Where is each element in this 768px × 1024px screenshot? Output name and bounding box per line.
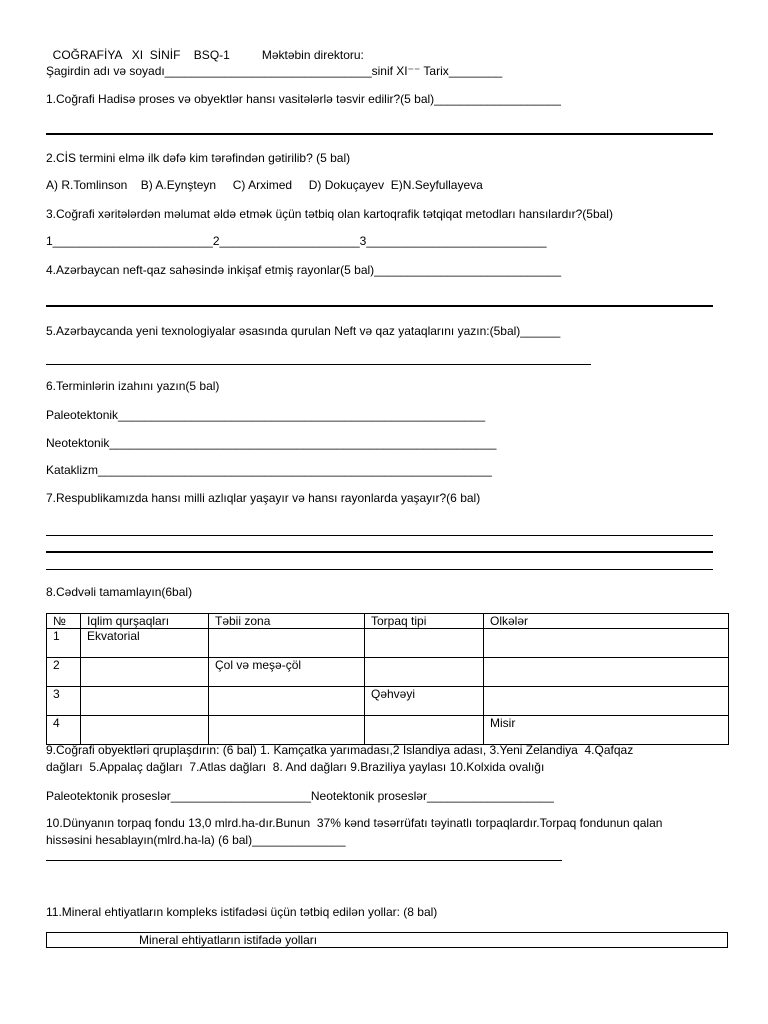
climate-zones-table <box>46 613 729 745</box>
question-3-blanks[interactable]: 1________________________2_____________________3___________________________ <box>46 234 547 248</box>
table-cell[interactable] <box>365 629 484 658</box>
answer-line-q7-3[interactable] <box>46 569 713 570</box>
worksheet-title <box>46 34 364 62</box>
table-row <box>47 658 729 687</box>
question-6: 6.Terminlərin izahını yazın(5 bal) <box>46 379 220 393</box>
question-2-options[interactable]: A) R.Tomlinson B) A.Eynştеyn C) Arximed D) Dokuçayev E)N.Seyfullayeva <box>46 178 483 192</box>
table-cell[interactable] <box>81 658 209 687</box>
question-2: 2.CİS termini elmə ilk dəfə kim tərəfindən gətirilib? (5 bal) <box>46 151 351 165</box>
answer-line-q7-1[interactable] <box>46 535 713 536</box>
answer-line-q10[interactable] <box>46 860 562 861</box>
question-7: 7.Respublikamızda hansı milli azlıqlar yaşayır və hansı rayonlarda yaşayır?(6 bal) <box>46 491 481 505</box>
table-row <box>47 629 729 658</box>
table-cell[interactable] <box>484 658 729 687</box>
question-9-line-1: 9.Coğrafi obyektləri qruplaşdırın: (6 bal) 1. Kamçatka yarımadası,2 Islandiya adası, 3.Yeni Zelandiya 4.Qafqaz <box>46 743 634 757</box>
table-cell[interactable] <box>209 629 365 658</box>
table-cell[interactable] <box>81 716 209 745</box>
table-cell[interactable] <box>484 629 729 658</box>
subject-grade-code: COĞRAFİYA XI SİNİF BSQ-1 <box>52 48 230 62</box>
answer-line-q5[interactable] <box>46 364 591 365</box>
question-8: 8.Cədvəli tamamlayın(6bal) <box>46 585 193 599</box>
student-info-line[interactable]: Şagirdin adı və soyadı_______________________________sinif XI⁻⁻ Tarix________ <box>46 64 503 78</box>
term-neotektonik[interactable]: Neotektonik__________________________________________________________ <box>46 436 497 450</box>
answer-line-q1[interactable] <box>46 133 713 135</box>
question-3: 3.Coğrafi xəritələrdən məlumat əldə etmək üçün tətbiq olan kartoqrafik tətqiqat metodları hansılardır?(5bal) <box>46 207 613 221</box>
table-row <box>47 687 729 716</box>
term-kataklizm[interactable]: Kataklizm___________________________________________________________ <box>46 463 492 477</box>
table-header-cell: Torpaq tipi <box>365 614 484 629</box>
table-cell[interactable] <box>484 687 729 716</box>
table-header-cell: Iqlim qurşaqları <box>81 614 209 629</box>
question-11: 11.Mineral ehtiyatların kompleks istifadəsi üçün tətbiq edilən yollar: (8 bal) <box>46 905 438 919</box>
table-cell: 2 <box>47 658 81 687</box>
question-10-line-1: 10.Dünyanın torpaq fondu 13,0 mlrd.ha-dır.Bunun 37% kənd təsərrüfatı təyinatlı torpaqlardır.Torpaq fondunun qalan <box>46 816 663 830</box>
term-paleotektonik[interactable]: Paleotektonik_______________________________________________________ <box>46 408 486 422</box>
question-9-answer[interactable]: Paleotektonik proseslər_____________________Neotektonik proseslər___________________ <box>46 789 554 803</box>
mineral-usage-table <box>46 932 728 948</box>
table-cell[interactable] <box>365 658 484 687</box>
table-header-row <box>47 614 729 629</box>
table-row <box>47 716 729 745</box>
table-cell: 4 <box>47 716 81 745</box>
director-label: Məktəbin direktoru: <box>261 48 364 62</box>
mineral-usage-header: Mineral ehtiyatların istifadə yolları <box>139 933 318 947</box>
table-cell: Ekvatorial <box>81 629 209 658</box>
question-9-line-2: dağları 5.Appalaç dağları 7.Atlas dağları 8. And dağları 9.Braziliya yaylası 10.Kolxida ovalığı <box>46 760 545 774</box>
question-5: 5.Azərbaycanda yeni texnologiyalar əsasında qurulan Neft və qaz yataqlarını yazın:(5bal)______ <box>46 324 561 338</box>
table-header-cell: Olkələr <box>484 614 729 629</box>
answer-line-q7-2[interactable] <box>46 551 713 553</box>
table-cell[interactable] <box>209 716 365 745</box>
table-cell[interactable] <box>365 716 484 745</box>
table-cell[interactable] <box>81 687 209 716</box>
table-cell: 1 <box>47 629 81 658</box>
question-1: 1.Coğrafi Hadisə proses və obyektlər hansı vasitələrlə təsvir edilir?(5 bal)___________________ <box>46 92 561 106</box>
table-cell: Qəhvəyi <box>365 687 484 716</box>
table-cell[interactable] <box>209 687 365 716</box>
answer-line-q4[interactable] <box>46 305 713 307</box>
table-cell: 3 <box>47 687 81 716</box>
question-10-line-2[interactable]: hissəsini hesablayın(mlrd.ha-la) (6 bal)______________ <box>46 833 346 847</box>
question-4: 4.Azərbaycan neft-qaz sahəsində inkişaf etmiş rayonlar(5 bal)____________________________ <box>46 263 562 277</box>
table-cell: Misir <box>484 716 729 745</box>
table-cell: Çol və meşə-çöl <box>209 658 365 687</box>
table-header-cell: № <box>47 614 81 629</box>
table-header-cell: Təbii zona <box>209 614 365 629</box>
